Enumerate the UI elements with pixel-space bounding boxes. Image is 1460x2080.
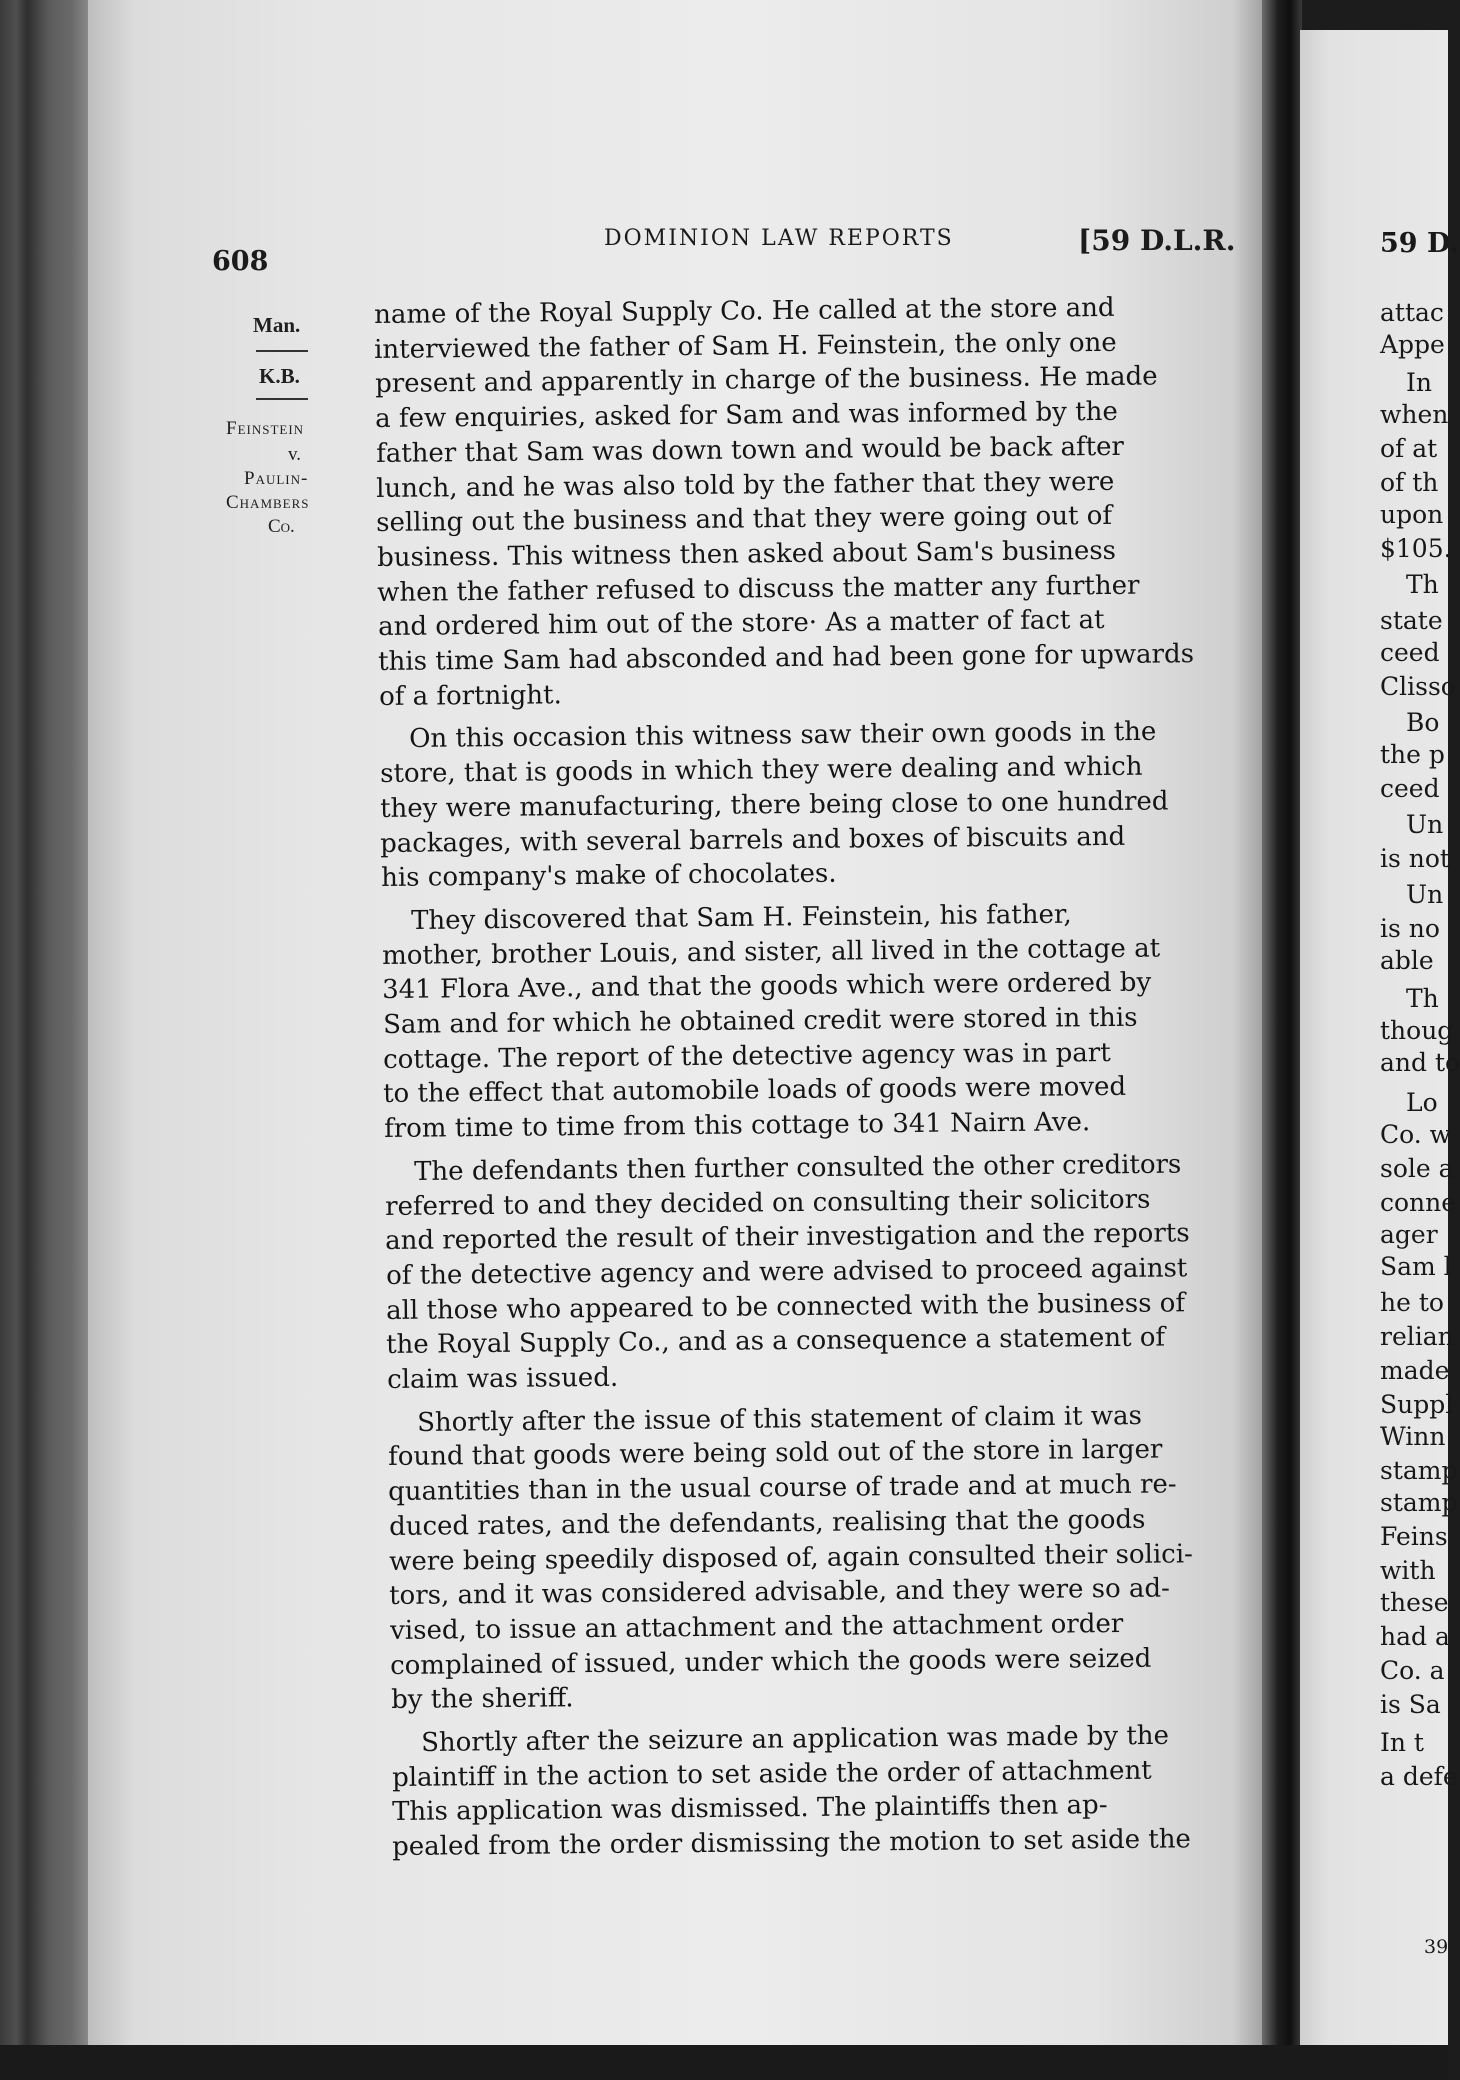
body-text-line: by the sheriff. — [390, 1683, 574, 1716]
right-page-line-fragment: when — [1380, 400, 1449, 429]
right-page-line-fragment: had a — [1380, 1622, 1450, 1651]
page-number: 608 — [212, 246, 269, 277]
right-page-line-fragment: $105. — [1380, 534, 1452, 563]
right-page-line-fragment: the p — [1380, 740, 1445, 769]
right-page-line-fragment: relian — [1380, 1322, 1454, 1351]
right-page-line-fragment: Winn — [1380, 1422, 1446, 1451]
volume-reference: [59 D.L.R. — [1078, 224, 1236, 257]
right-page-line-fragment: ager — [1380, 1220, 1438, 1249]
body-text-line: a few enquiries, asked for Sam and was informed by the — [375, 396, 1119, 435]
margin-note-case-line: Co. — [268, 516, 295, 537]
body-text-line: selling out the business and that they were going out of — [376, 501, 1113, 539]
body-text-line: store, that is goods in which they were dealing and which — [379, 751, 1143, 790]
running-head: DOMINION LAW REPORTS — [604, 226, 954, 251]
body-text-line: found that goods were being sold out of the store in larger — [387, 1434, 1163, 1473]
right-page-line-fragment: Un — [1406, 810, 1444, 839]
body-text-line: vised, to issue an attachment and the attachment order — [389, 1608, 1124, 1646]
right-page-line-fragment: with — [1380, 1556, 1436, 1585]
body-text-line: all those who appeared to be connected with the business of — [385, 1287, 1186, 1326]
right-page-header: 59 D. — [1380, 228, 1459, 259]
book-gutter — [1262, 0, 1302, 2080]
right-page-line-fragment: conne — [1380, 1188, 1457, 1217]
right-page-line-fragment: of at — [1380, 434, 1438, 463]
right-page-line-fragment: Co. a — [1380, 1656, 1445, 1685]
right-page-line-fragment: able — [1380, 946, 1434, 975]
right-page-line-fragment: made — [1380, 1356, 1450, 1385]
body-text-line: packages, with several barrels and boxes of biscuits and — [380, 821, 1126, 859]
margin-rule — [256, 398, 308, 400]
body-text-line: duced rates, and the defendants, realising that the goods — [388, 1504, 1146, 1542]
right-page-line-fragment: a defe — [1380, 1762, 1458, 1791]
margin-note-case-line: Paulin- — [244, 468, 309, 489]
right-page-line-fragment: stamp — [1380, 1488, 1458, 1517]
body-text-line: of a fortnight. — [378, 679, 562, 712]
body-text-line: and reported the result of their investigation and the reports — [385, 1218, 1190, 1257]
right-page-line-fragment: of th — [1380, 468, 1439, 497]
right-page-line-fragment: Appe — [1380, 330, 1445, 359]
body-text-line: to the effect that automobile loads of goods were moved — [383, 1072, 1127, 1110]
body-text-line: This application was dismissed. The plaintiffs then ap- — [391, 1790, 1108, 1828]
margin-note-case-line: Feinstein — [226, 418, 305, 439]
right-page-line-fragment: Th — [1406, 570, 1439, 599]
right-page-line-fragment: these — [1380, 1588, 1449, 1617]
margin-note-court: Man. — [253, 313, 301, 337]
right-page-line-fragment: Th — [1406, 984, 1439, 1013]
margin-note-case-line: Chambers — [226, 492, 310, 513]
right-page-line-fragment: and to — [1380, 1048, 1460, 1077]
margin-note-case-line: v. — [288, 444, 302, 465]
body-text-line: interviewed the father of Sam H. Feinstein, the only one — [374, 327, 1118, 365]
body-text-line: of the detective agency and were advised to proceed against — [385, 1253, 1187, 1291]
body-text-line: claim was issued. — [386, 1362, 619, 1395]
right-page-line-fragment: sole a — [1380, 1154, 1454, 1183]
right-page-line-fragment: thoug — [1380, 1016, 1454, 1045]
body-text-line: they were manufacturing, there being close to one hundred — [379, 786, 1169, 824]
body-text-line: and ordered him out of the store· As a matter of fact at — [377, 605, 1105, 643]
right-page-line-fragment: Feins — [1380, 1522, 1448, 1551]
body-text-line: mother, brother Louis, and sister, all lived in the cottage at — [381, 933, 1160, 971]
body-text-line: present and apparently in charge of the business. He made — [374, 361, 1158, 400]
margin-note-division: K.B. — [259, 364, 300, 388]
body-text-line: On this occasion this witness saw their own goods in the — [409, 717, 1157, 755]
right-page-line-fragment: In — [1406, 368, 1432, 397]
right-page-line-fragment: is not — [1380, 844, 1450, 873]
body-text-line: father that Sam was down town and would be back after — [375, 431, 1124, 469]
margin-rule — [256, 350, 308, 352]
body-text-line: 341 Flora Ave., and that the goods which were ordered by — [382, 967, 1152, 1006]
body-text-line: when the father refused to discuss the matter any further — [377, 570, 1140, 608]
body-text-line: referred to and they decided on consulting their solicitors — [384, 1184, 1151, 1222]
right-page-line-fragment: Lo — [1406, 1088, 1438, 1117]
right-page-line-fragment: is Sa — [1380, 1690, 1441, 1719]
right-page-line-fragment: ceed — [1380, 638, 1440, 667]
body-text-line: complained of issued, under which the goods were seized — [390, 1643, 1152, 1681]
body-text-line: The defendants then further consulted the other creditors — [414, 1149, 1182, 1187]
body-text-line: lunch, and he was also told by the father that they were — [376, 466, 1115, 504]
right-page-line-fragment: attac — [1380, 298, 1444, 327]
body-text-line: name of the Royal Supply Co. He called at the store and — [374, 292, 1115, 330]
body-text-line: quantities than in the usual course of trade and at much re- — [388, 1469, 1177, 1508]
right-page-footer: 39 — [1424, 1936, 1449, 1958]
right-page-line-fragment: upon — [1380, 500, 1444, 529]
body-text-line: business. This witness then asked about Sam's business — [376, 535, 1117, 573]
right-page-line-fragment: Bo — [1406, 708, 1440, 737]
right-page-line-fragment: Suppl — [1380, 1390, 1454, 1419]
body-text-line: Shortly after the issue of this statement of claim it was — [417, 1400, 1143, 1438]
body-text-line: were being speedily disposed of, again consulted their solici- — [388, 1538, 1193, 1577]
body-text-line: plaintiff in the action to set aside the order of attachment — [391, 1755, 1152, 1793]
book-binding-edge — [0, 0, 90, 2080]
right-page-line-fragment: Clisso — [1380, 672, 1456, 701]
body-text-line: the Royal Supply Co., and as a consequence a statement of — [386, 1322, 1166, 1361]
body-text-line: Sam and for which he obtained credit were stored in this — [382, 1002, 1138, 1040]
right-page-line-fragment: Un — [1406, 880, 1444, 909]
body-text-line: his company's make of chocolates. — [380, 858, 837, 894]
body-text-line: Shortly after the seizure an application was made by the — [421, 1720, 1170, 1758]
body-text-line: They discovered that Sam H. Feinstein, his father, — [411, 899, 1073, 936]
right-page-line-fragment: he to — [1380, 1288, 1444, 1317]
right-page-line-fragment: ceed — [1380, 774, 1440, 803]
right-page-line-fragment: is no — [1380, 914, 1440, 943]
right-page-line-fragment: state — [1380, 606, 1443, 635]
body-text-line: cottage. The report of the detective agency was in part — [382, 1037, 1111, 1075]
body-text-line: tors, and it was considered advisable, and they were so ad- — [389, 1573, 1171, 1612]
right-page-line-fragment: Co. w — [1380, 1120, 1452, 1149]
body-text-line: from time to time from this cottage to 341 Nairn Ave. — [383, 1107, 1091, 1145]
right-page-line-fragment: stamp — [1380, 1456, 1458, 1485]
right-page-line-fragment: In t — [1380, 1728, 1424, 1757]
scan-bottom-edge — [0, 2045, 1448, 2080]
body-text-line: pealed from the order dismissing the motion to set aside the — [392, 1824, 1192, 1863]
right-page-line-fragment: Sam l — [1380, 1252, 1452, 1281]
body-text-line: this time Sam had absconded and had been gone for upwards — [378, 639, 1195, 677]
